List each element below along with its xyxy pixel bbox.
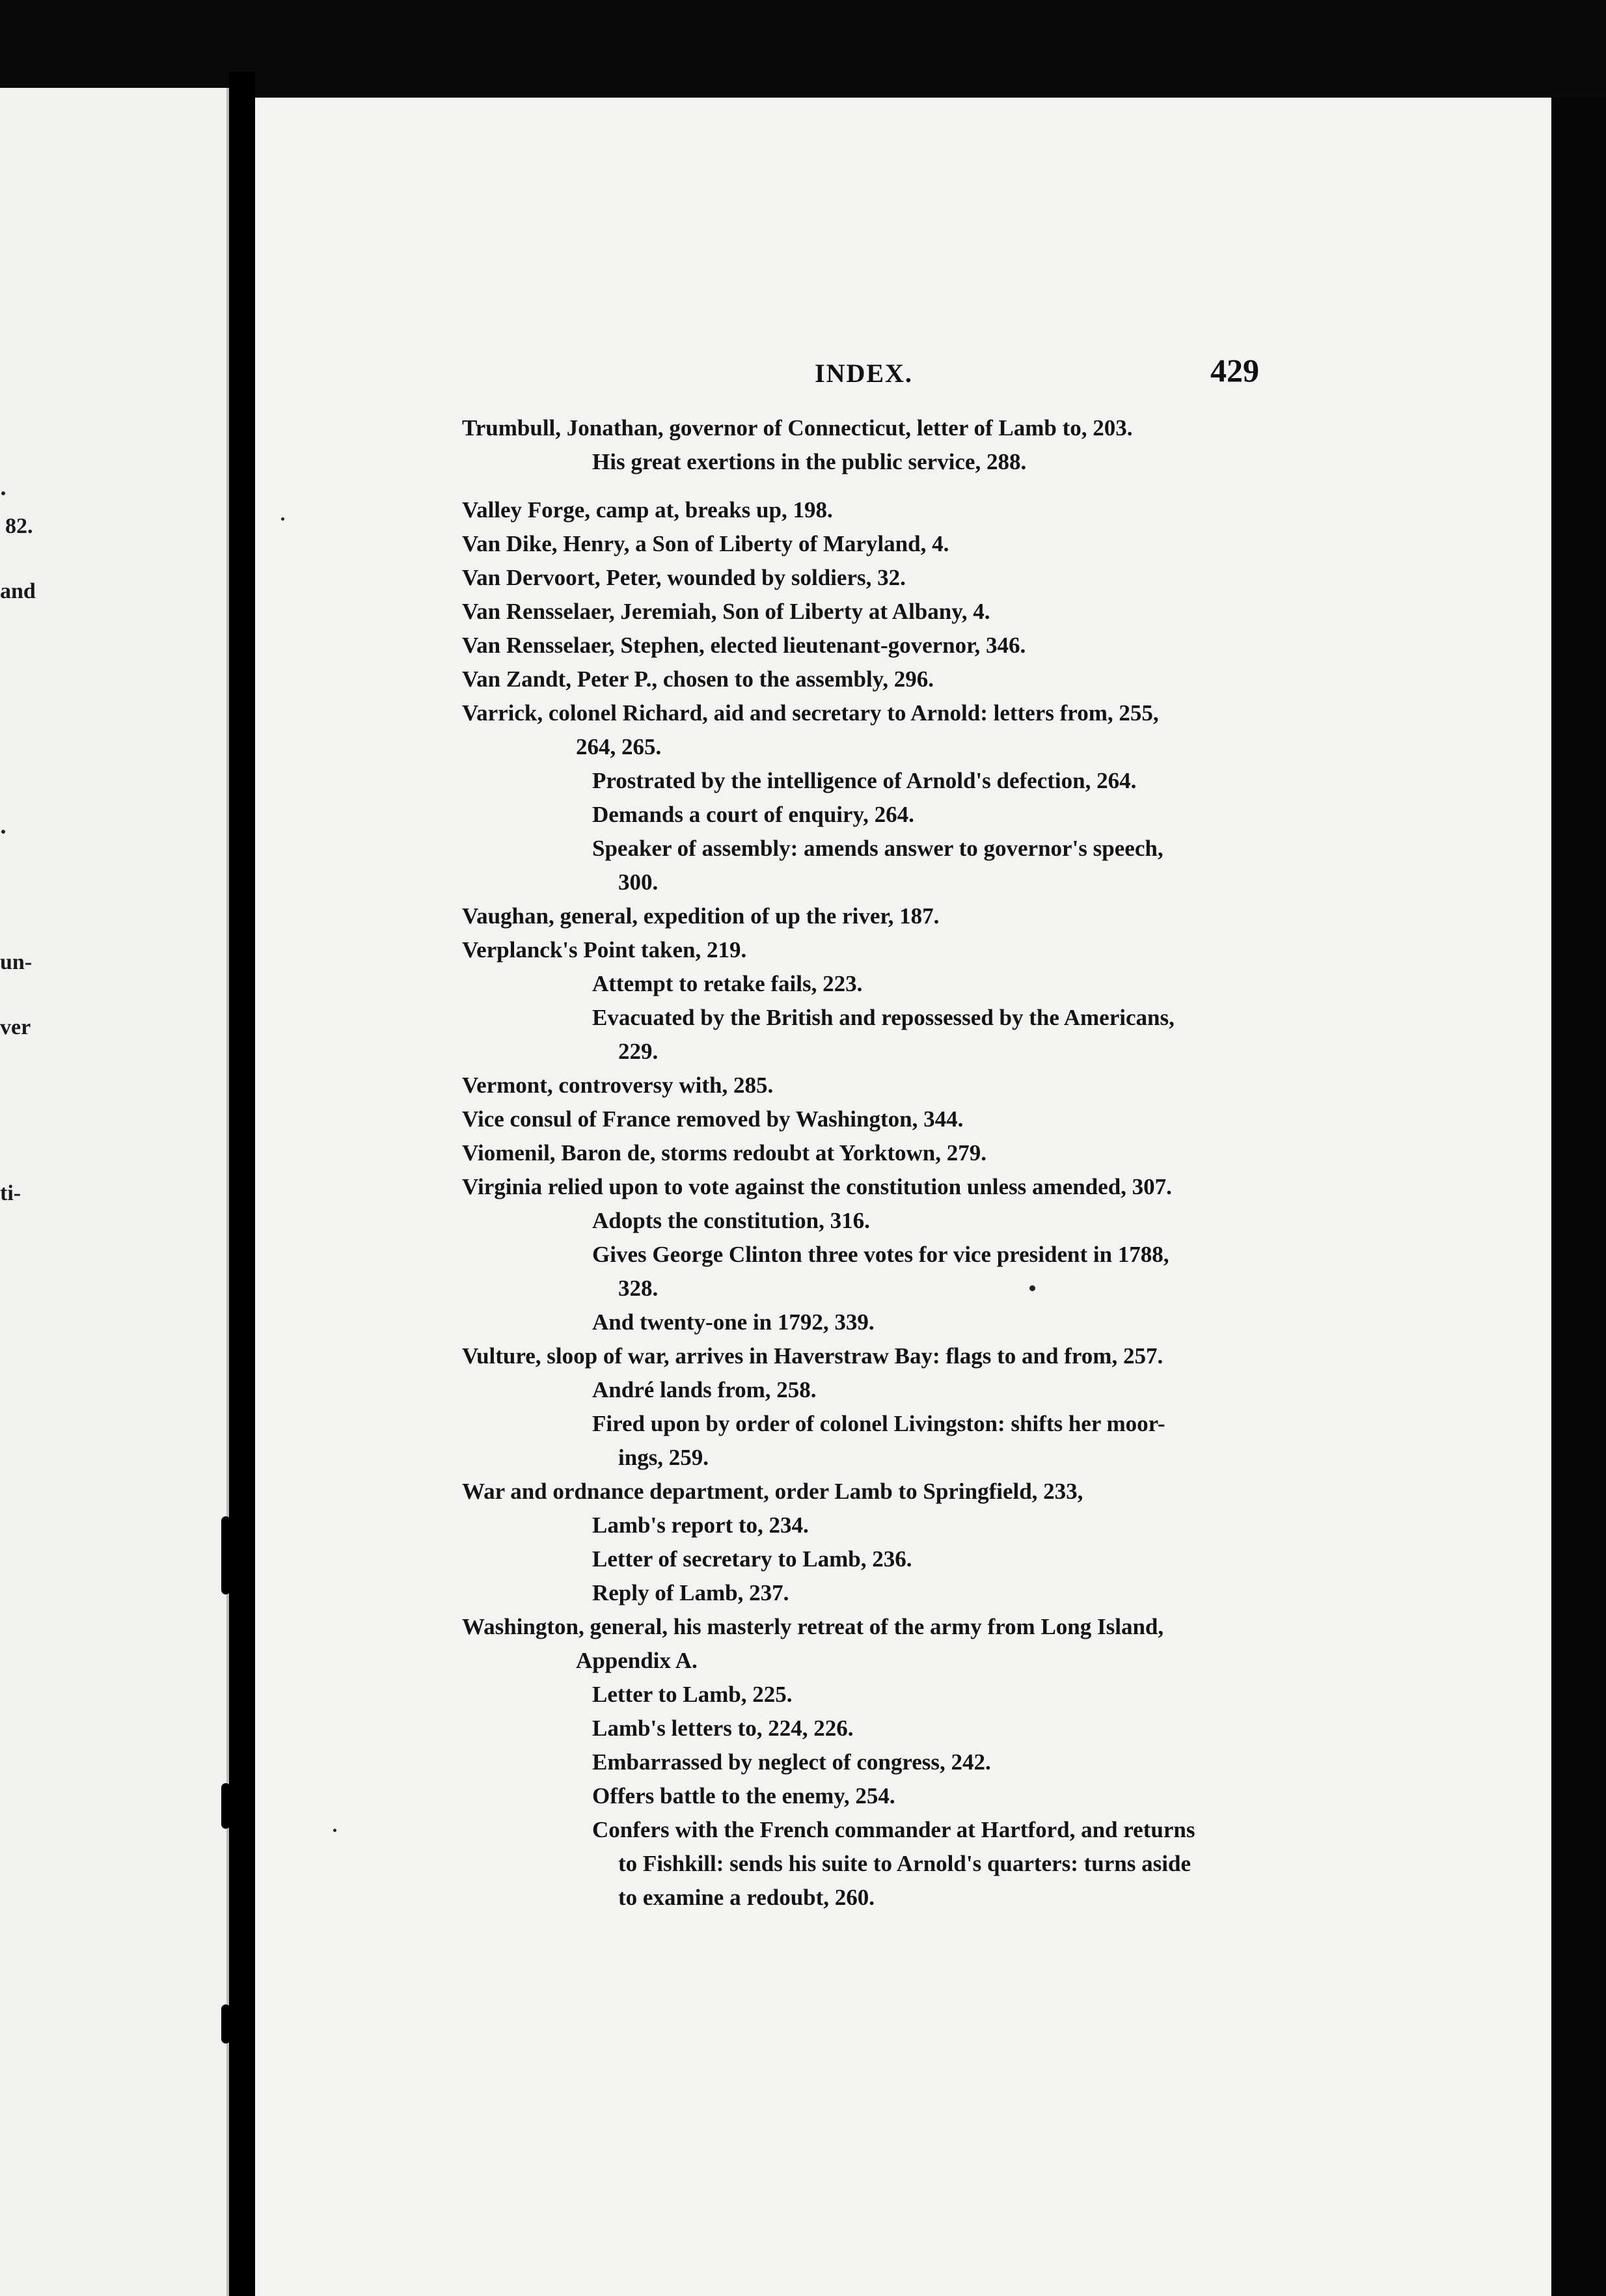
left-facing-page: [0, 88, 229, 2296]
index-entry: Washington, general, his masterly retreat of the army from Long Island, Appendix A.: [462, 1610, 1288, 1678]
left-page-fragment: ver: [0, 1015, 31, 1039]
index-entry: Van Rensselaer, Stephen, elected lieutenant-governor, 346.: [462, 633, 1026, 658]
left-page-speck: [1, 830, 5, 834]
index-entry: War and ordnance department, order Lamb to Springfield, 233,: [462, 1479, 1083, 1504]
left-page-fragment: and: [0, 579, 36, 603]
index-entry: Van Dervoort, Peter, wounded by soldiers, 32.: [462, 565, 906, 590]
index-subentry: Prostrated by the intelligence of Arnold's defection, 264.: [592, 768, 1137, 793]
index-entry-continuation: 229.: [618, 1039, 659, 1064]
index-entry: Varrick, colonel Richard, aid and secretary to Arnold: letters from, 255, 264, 265.: [462, 696, 1288, 764]
index-subentry: Reply of Lamb, 237.: [592, 1580, 789, 1606]
page-speck: [281, 517, 284, 521]
index-entry: Van Zandt, Peter P., chosen to the assembly, 296.: [462, 666, 934, 692]
left-page-fragment: 82.: [5, 514, 33, 538]
page-speck: [333, 1829, 336, 1832]
index-entry-continuation: Appendix A.: [576, 1648, 698, 1673]
index-entry: Van Dike, Henry, a Son of Liberty of Maryland, 4.: [462, 531, 949, 556]
index-subentry: Letter to Lamb, 225.: [592, 1682, 793, 1707]
index-entry: Vice consul of France removed by Washington, 344.: [462, 1106, 964, 1132]
index-entry: Vermont, controversy with, 285.: [462, 1073, 774, 1098]
running-head: INDEX.: [815, 359, 913, 388]
index-subentry: Lamb's letters to, 224, 226.: [592, 1715, 854, 1741]
index-subentry: Embarrassed by neglect of congress, 242.: [592, 1749, 991, 1775]
index-page: [255, 98, 1551, 2296]
book-gutter: [229, 72, 255, 2296]
index-entry-continuation: 328.: [618, 1276, 659, 1301]
index-entry: Vaughan, general, expedition of up the river, 187.: [462, 903, 940, 929]
index-subentry: Lamb's report to, 234.: [592, 1512, 809, 1538]
index-entry: Virginia relied upon to vote against the constitution unless amended, 307.: [462, 1174, 1172, 1199]
page-edge-shadow: [1551, 98, 1606, 2296]
index-subentry: to examine a redoubt, 260.: [618, 1885, 875, 1910]
left-page-speck: [1, 491, 5, 495]
index-subentry: Adopts the constitution, 316.: [592, 1208, 870, 1233]
index-subentry: And twenty-one in 1792, 339.: [592, 1309, 875, 1335]
index-entry-continuation: 264, 265.: [576, 734, 662, 759]
index-subentry: André lands from, 258.: [592, 1377, 817, 1402]
index-entry: Verplanck's Point taken, 219.: [462, 937, 747, 963]
binding-mark: [221, 2004, 230, 2043]
index-entries: [462, 411, 1288, 1915]
index-entry: Valley Forge, camp at, breaks up, 198.: [462, 497, 833, 523]
index-entry-continuation: ings, 259.: [618, 1445, 709, 1470]
index-entry: Vulture, sloop of war, arrives in Haverstraw Bay: flags to and from, 257.: [462, 1343, 1164, 1369]
index-subentry: Evacuated by the British and repossessed by the Americans, 229.: [462, 1001, 1288, 1069]
page-number: 429: [1210, 352, 1259, 389]
index-subentry: Attempt to retake fails, 223.: [592, 971, 863, 996]
index-entry: Viomenil, Baron de, storms redoubt at Yorktown, 279.: [462, 1140, 987, 1166]
index-subentry: His great exertions in the public service, 288.: [592, 449, 1027, 474]
index-entry: Van Rensselaer, Jeremiah, Son of Liberty at Albany, 4.: [462, 599, 990, 624]
index-subentry: Demands a court of enquiry, 264.: [592, 802, 914, 827]
index-subentry: Confers with the French commander at Hartford, and returns to Fishkill: sends his suite to Arnold's quarters: turns aside: [462, 1813, 1288, 1881]
index-subentry: Letter of secretary to Lamb, 236.: [592, 1546, 912, 1572]
left-page-fragment: un-: [0, 950, 33, 974]
left-page-fragment: ti-: [0, 1181, 21, 1205]
index-entry-continuation: to Fishkill: sends his suite to Arnold's quarters: turns aside: [618, 1851, 1191, 1876]
index-entry: Trumbull, Jonathan, governor of Connecticut, letter of Lamb to, 203.: [462, 415, 1133, 441]
index-subentry: Fired upon by order of colonel Livingston: shifts her moor- ings, 259.: [462, 1407, 1288, 1475]
index-entry-continuation: 300.: [618, 869, 659, 895]
binding-mark: [221, 1783, 230, 1829]
index-subentry: Offers battle to the enemy, 254.: [592, 1783, 895, 1809]
binding-mark: [221, 1516, 230, 1594]
page-header: [255, 351, 1283, 397]
page-speck: [1029, 1285, 1035, 1291]
index-subentry: Gives George Clinton three votes for vice president in 1788, 328.: [462, 1238, 1288, 1305]
index-subentry: Speaker of assembly: amends answer to governor's speech, 300.: [462, 832, 1288, 899]
